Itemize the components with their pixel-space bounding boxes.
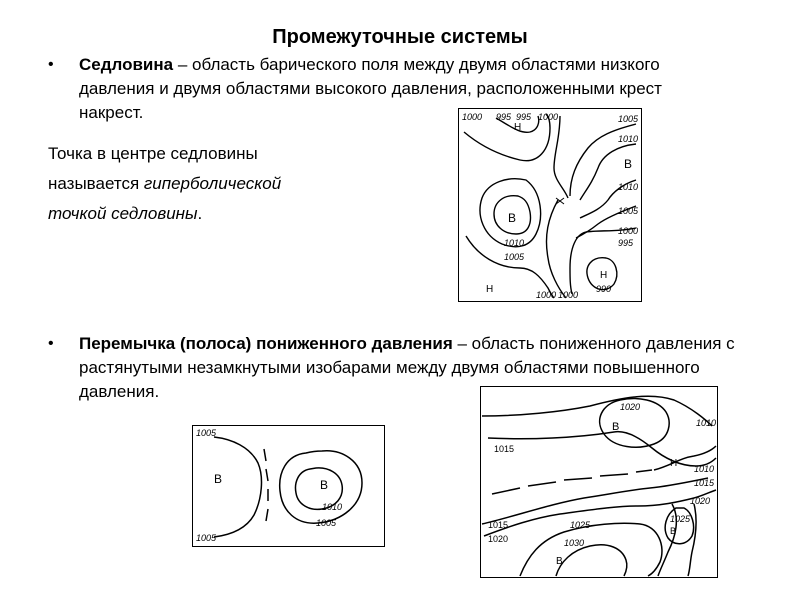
isobar-label: 1015: [488, 520, 509, 530]
high-pressure-label: B: [214, 472, 223, 486]
hyperbolic-line-3: [48, 202, 202, 226]
isobar-label: 995: [516, 112, 532, 122]
isobar-label: 1000: [538, 112, 559, 122]
hyperbolic-line-3-tail: .: [197, 204, 203, 223]
hyperbolic-line-3-italic: точкой седловины: [48, 204, 198, 223]
hyperbolic-line-2-plain: называется: [48, 174, 144, 193]
high-pressure-label: B: [556, 556, 563, 567]
isobar-label: 1005: [504, 252, 525, 262]
isobar-label: 1010: [618, 182, 639, 192]
isobar-label: 1025: [570, 520, 591, 530]
isobar-label: 1000: [618, 226, 639, 236]
low-pressure-label: H: [670, 458, 678, 469]
high-pressure-label: B: [670, 526, 677, 536]
low-pressure-label: H: [486, 284, 494, 295]
isobar-label: 1010: [322, 502, 343, 512]
isobar-label: 1015: [494, 444, 515, 454]
isobar-label: 1015: [694, 478, 715, 488]
isobar-label: 1000: [536, 290, 557, 300]
isobar-label: 1000: [462, 112, 483, 122]
low-pressure-label: H: [600, 270, 608, 281]
saddle-map: [458, 108, 642, 302]
bullet-marker: •: [48, 56, 54, 73]
map-frame: [459, 109, 642, 302]
trough-map-simple: [192, 425, 385, 547]
saddle-term: Седловина: [79, 55, 174, 74]
hyperbolic-line-1: Точка в центре седловины: [48, 144, 258, 163]
isobar-label: 1020: [620, 402, 641, 412]
high-pressure-label: B: [612, 421, 620, 433]
isobar-label: 1010: [696, 418, 717, 428]
isobar-label: 1000: [558, 290, 579, 300]
trough-map-detailed: [480, 386, 718, 578]
isobar-label: 1020: [690, 496, 711, 506]
isobar-label: 990: [596, 284, 612, 294]
trough-term: Перемычка (полоса) пониженного давления: [79, 334, 453, 353]
saddle-text: – область барического поля между двумя областями низкого давления и двумя областями высокого давления, расположенными крест накрест.: [79, 55, 662, 122]
high-pressure-label: B: [624, 157, 633, 171]
isobar-label: 1005: [196, 533, 217, 543]
isobar-label: 1020: [488, 534, 509, 544]
isobar-label: 1005: [196, 428, 217, 438]
isobar-label: 1025: [670, 514, 691, 524]
isobar-label: 1010: [618, 134, 639, 144]
low-pressure-label: H: [514, 122, 522, 133]
hyperbolic-line-2-italic: гиперболической: [143, 174, 282, 193]
isobar-label: 1005: [316, 518, 337, 528]
hyperbolic-line-2: [48, 172, 281, 196]
high-pressure-label: B: [320, 478, 329, 492]
isobar-label: 1030: [564, 538, 585, 548]
slide-title: Промежуточные системы: [272, 26, 528, 48]
isobar-label: 1005: [618, 206, 639, 216]
isobar-label: 1005: [618, 114, 639, 124]
map-frame: [193, 426, 385, 547]
isobar-label: 995: [496, 112, 512, 122]
high-pressure-label: B: [508, 211, 517, 225]
isobar-label: 1010: [694, 464, 715, 474]
bullet-marker: •: [48, 335, 54, 352]
isobar-label: 995: [618, 238, 634, 248]
isobar-label: 1010: [504, 238, 525, 248]
trough-text: – область пониженного давления с растянутыми незамкнутыми изобарами между двумя областями повышенного давления.: [79, 334, 735, 401]
